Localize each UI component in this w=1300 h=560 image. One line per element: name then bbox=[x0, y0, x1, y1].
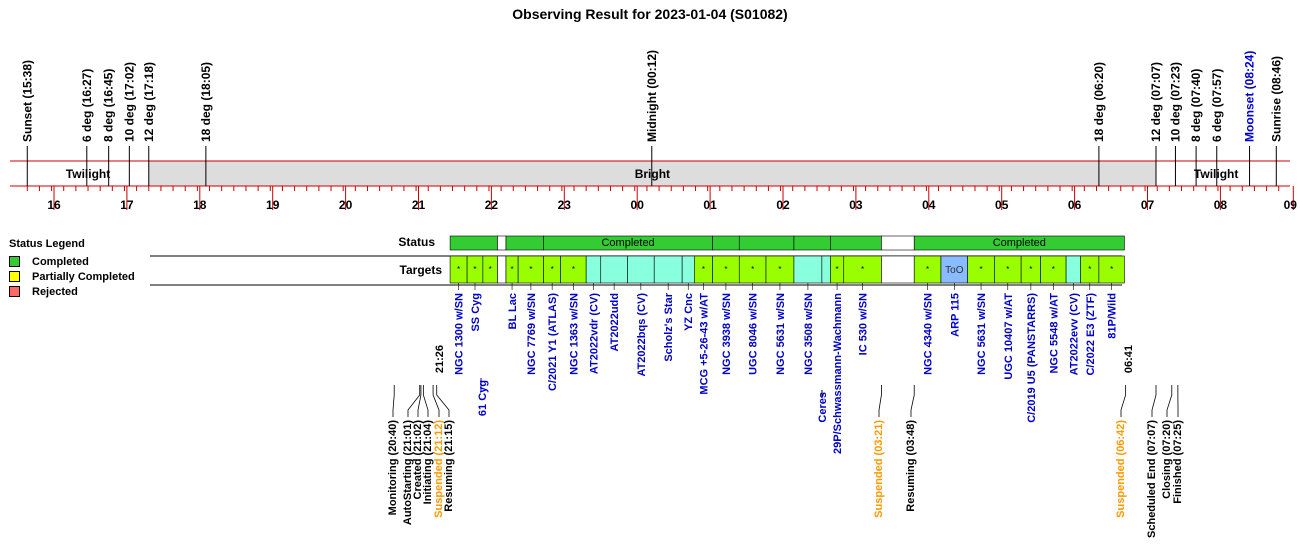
event-leader-8 bbox=[1121, 385, 1126, 417]
target-name-12: YZ Cnc bbox=[683, 293, 696, 331]
legend-label-rejected: Rejected bbox=[32, 285, 78, 298]
target-mark-4: * bbox=[510, 265, 514, 274]
event-label-8: Suspended (06:42) bbox=[1115, 420, 1127, 518]
status-segment-1 bbox=[497, 236, 506, 250]
event-leader-6 bbox=[879, 385, 881, 417]
sun-event-label-6: Midnight (00:12) bbox=[644, 50, 659, 142]
target-name-26: C/2019 U5 (PANSTARRS) bbox=[1025, 293, 1038, 423]
target-name-1: SS Cyg bbox=[469, 293, 482, 332]
legend-swatch-rejected bbox=[9, 286, 20, 297]
target-name-22: NGC 4340 w/SN bbox=[922, 293, 935, 375]
target-mark-5: * bbox=[529, 265, 533, 274]
hour-label-20: 20 bbox=[338, 198, 353, 212]
below-label-3: 06:41 bbox=[1123, 345, 1135, 374]
target-mark-20: * bbox=[861, 265, 865, 274]
event-label-2: Created (21:02) bbox=[412, 420, 424, 500]
target-name-11: Scholz's Star bbox=[663, 293, 676, 362]
legend-item-partial bbox=[9, 269, 135, 284]
sun-event-label-13: Sunrise (08:46) bbox=[1269, 55, 1284, 142]
target-mark-29: * bbox=[1088, 265, 1092, 274]
target-name-0: NGC 1300 w/SN bbox=[453, 292, 466, 375]
target-mark-2: * bbox=[488, 265, 492, 274]
event-leader-0 bbox=[393, 385, 394, 417]
hour-label-02: 02 bbox=[776, 198, 790, 212]
target-mark-30: * bbox=[1110, 265, 1114, 274]
target-mark-14: * bbox=[724, 265, 728, 274]
target-name-13: MCG +5-26-43 w/AT bbox=[698, 293, 711, 395]
target-name-25: UGC 10407 w/AT bbox=[1002, 293, 1015, 380]
target-name-6: C/2021 Y1 (ATLAS) bbox=[547, 293, 560, 392]
hour-label-04: 04 bbox=[922, 198, 936, 212]
target-name-15: UGC 8046 w/SN bbox=[747, 293, 760, 375]
status-segment-6 bbox=[794, 236, 830, 250]
legend-swatch-completed bbox=[9, 256, 20, 267]
target-block-12 bbox=[682, 256, 694, 283]
target-block-8 bbox=[586, 256, 601, 283]
legend-item-completed bbox=[9, 254, 135, 269]
status-legend bbox=[9, 238, 135, 299]
event-label-3: Initiating (21:04) bbox=[422, 420, 434, 505]
legend-label-partial: Partially Completed bbox=[32, 270, 135, 283]
below-label-1: 61 Cyg bbox=[477, 380, 489, 417]
target-name-30: 81P/Wild bbox=[1106, 293, 1119, 339]
event-leader-9 bbox=[1152, 385, 1156, 417]
sun-event-label-5: 18 deg (18:05) bbox=[198, 61, 213, 142]
target-name-29: C/2022 E3 (ZTF) bbox=[1084, 293, 1097, 376]
event-label-0: Monitoring (20:40) bbox=[387, 420, 399, 516]
target-mark-13: * bbox=[701, 265, 705, 274]
event-label-6: Suspended (03:21) bbox=[873, 420, 885, 518]
sun-event-label-11: 6 deg (07:57) bbox=[1209, 68, 1224, 142]
target-name-19: 29P/Schwassmann-Wachmann bbox=[832, 293, 845, 454]
status-segment-8 bbox=[881, 236, 914, 250]
target-name-17: NGC 3508 w/SN bbox=[802, 293, 815, 375]
target-name-8: AT2022vdr (CV) bbox=[588, 293, 601, 375]
sun-event-label-12: Moonset (08:24) bbox=[1242, 50, 1257, 142]
hour-label-18: 18 bbox=[193, 198, 207, 212]
event-leader-7 bbox=[911, 385, 914, 417]
legend-swatch-partial bbox=[9, 271, 20, 282]
target-block-17 bbox=[794, 256, 822, 283]
twilight-band-label-0: Twilight bbox=[65, 167, 111, 181]
hour-label-06: 06 bbox=[1067, 198, 1082, 212]
event-label-9: Scheduled End (07:07) bbox=[1146, 420, 1158, 538]
hour-label-00: 00 bbox=[630, 198, 644, 212]
status-segment-5 bbox=[739, 236, 794, 250]
sun-event-label-2: 8 deg (16:45) bbox=[101, 68, 116, 142]
sun-event-label-0: Sunset (15:38) bbox=[20, 59, 35, 142]
sun-event-label-3: 10 deg (17:02) bbox=[122, 61, 137, 142]
target-block-18 bbox=[822, 256, 831, 283]
hour-label-09: 09 bbox=[1283, 198, 1297, 212]
event-leader-4 bbox=[433, 385, 439, 417]
sun-event-label-4: 12 deg (17:18) bbox=[141, 61, 156, 142]
event-leader-10 bbox=[1167, 385, 1172, 417]
target-block-10 bbox=[627, 256, 654, 283]
hour-label-19: 19 bbox=[266, 198, 280, 212]
event-leader-5 bbox=[437, 385, 449, 417]
target-name-7: NGC 1363 w/SN bbox=[568, 293, 581, 375]
target-mark-6: * bbox=[550, 265, 554, 274]
target-name-24: NGC 5631 w/SN bbox=[976, 292, 989, 375]
target-name-16: NGC 5631 w/SN bbox=[774, 293, 787, 375]
hour-label-16: 16 bbox=[47, 198, 61, 212]
target-mark-15: * bbox=[751, 265, 755, 274]
target-mark-16: * bbox=[778, 265, 782, 274]
hour-label-17: 17 bbox=[120, 198, 134, 212]
sun-event-label-10: 8 deg (07:40) bbox=[1189, 68, 1204, 142]
target-mark-27: * bbox=[1051, 265, 1055, 274]
legend-item-rejected bbox=[9, 284, 135, 299]
hour-label-21: 21 bbox=[411, 198, 426, 212]
target-mark-22: * bbox=[926, 265, 930, 274]
page-title: Observing Result for 2023-01-04 (S01082) bbox=[512, 6, 788, 22]
target-mark-24: * bbox=[979, 265, 983, 274]
target-name-23: ARP 115 bbox=[949, 293, 962, 337]
target-mark-25: * bbox=[1006, 265, 1010, 274]
status-segment-label-9: Completed bbox=[992, 237, 1046, 249]
target-mark-7: * bbox=[571, 265, 575, 274]
target-name-14: NGC 3938 w/SN bbox=[720, 293, 733, 375]
sun-event-label-7: 18 deg (06:20) bbox=[1091, 61, 1106, 142]
event-label-11: Finished (07:25) bbox=[1172, 420, 1184, 504]
status-segment-label-3: Completed bbox=[601, 237, 655, 249]
sun-event-label-1: 6 deg (16:27) bbox=[79, 68, 94, 142]
target-block-21 bbox=[881, 256, 914, 283]
below-label-2: Ceres bbox=[817, 392, 829, 423]
target-block-11 bbox=[654, 256, 682, 283]
target-mark-19: * bbox=[835, 265, 839, 274]
hour-label-22: 22 bbox=[484, 198, 499, 212]
hour-label-08: 08 bbox=[1213, 198, 1228, 212]
target-mark-23: ToO bbox=[945, 265, 964, 276]
target-name-28: AT2022evv (CV) bbox=[1068, 293, 1081, 376]
twilight-band-label-1: Bright bbox=[634, 167, 671, 181]
sun-event-label-8: 12 deg (07:07) bbox=[1149, 61, 1164, 142]
target-block-3 bbox=[497, 256, 506, 283]
target-name-5: NGC 7769 w/SN bbox=[525, 293, 538, 375]
below-label-0: 21:26 bbox=[434, 345, 446, 374]
event-label-1: AutoStarting (21:01) bbox=[402, 420, 414, 526]
event-label-7: Resuming (03:48) bbox=[905, 420, 917, 512]
event-label-5: Resuming (21:15) bbox=[443, 420, 455, 512]
target-name-20: IC 530 w/SN bbox=[857, 293, 870, 356]
event-label-10: Closing (07:20) bbox=[1161, 420, 1173, 499]
hour-label-07: 07 bbox=[1140, 198, 1155, 212]
target-block-9 bbox=[601, 256, 628, 283]
hour-label-03: 03 bbox=[849, 198, 863, 212]
status-row-label: Status bbox=[398, 235, 435, 249]
target-mark-26: * bbox=[1029, 265, 1033, 274]
event-label-4: Suspended (21:12) bbox=[433, 420, 445, 518]
legend-title: Status Legend bbox=[9, 238, 85, 250]
target-block-28 bbox=[1066, 256, 1081, 283]
target-name-9: AT2022udd bbox=[609, 293, 622, 352]
legend-label-completed: Completed bbox=[32, 255, 89, 268]
target-name-4: BL Lac bbox=[507, 293, 520, 330]
target-mark-0: * bbox=[457, 265, 461, 274]
target-mark-1: * bbox=[473, 265, 477, 274]
status-segment-4 bbox=[713, 236, 740, 250]
hour-label-23: 23 bbox=[557, 198, 571, 212]
event-leader-3 bbox=[423, 385, 428, 417]
hour-label-01: 01 bbox=[703, 198, 717, 212]
target-name-10: AT2022bqs (CV) bbox=[635, 293, 648, 377]
status-segment-7 bbox=[830, 236, 881, 250]
sun-event-label-9: 10 deg (07:23) bbox=[1168, 61, 1183, 142]
status-segment-2 bbox=[506, 236, 544, 250]
targets-row-label: Targets bbox=[399, 263, 442, 277]
target-name-27: NGC 5548 w/AT bbox=[1048, 293, 1061, 374]
twilight-band-label-2: Twilight bbox=[1193, 167, 1239, 181]
hour-label-05: 05 bbox=[995, 198, 1009, 212]
status-segment-0 bbox=[450, 236, 497, 250]
